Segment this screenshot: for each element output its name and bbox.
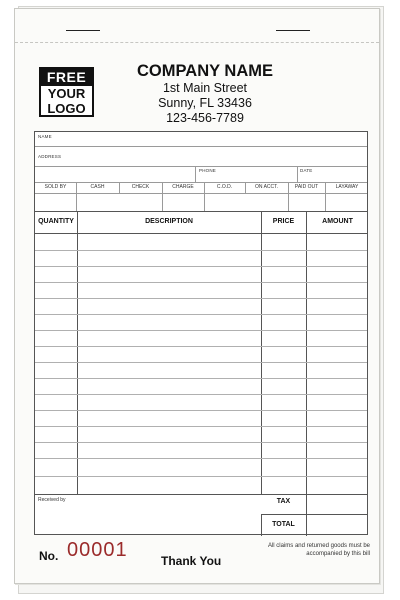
table-row xyxy=(35,476,367,477)
table-row xyxy=(35,426,367,427)
company-city: Sunny, FL 33436 xyxy=(158,96,252,110)
pay-divider xyxy=(76,182,77,193)
company-logo xyxy=(39,67,94,117)
pay-divider xyxy=(119,182,120,193)
pay-divider xyxy=(245,182,246,193)
company-street: 1st Main Street xyxy=(162,81,248,95)
table-row xyxy=(35,410,367,411)
logo-line-3: LOGO xyxy=(47,101,86,116)
payment-layaway: LAYAWAY xyxy=(335,184,359,190)
table-row xyxy=(35,458,367,459)
column-header-quantity: QUANTITY xyxy=(38,218,74,225)
claims-notice: All claims and returned goods must be accompanied by this bill xyxy=(267,543,370,557)
payment-check: CHECK xyxy=(131,184,150,190)
payment-sold-by: SOLD BY xyxy=(44,184,67,190)
table-row xyxy=(35,442,367,443)
tax-label: TAX xyxy=(276,498,291,505)
invoice-number-label: No. xyxy=(39,549,59,563)
address-label: ADDRESS xyxy=(38,154,62,159)
payment-bottom-line xyxy=(35,193,367,194)
payment-cash: CASH xyxy=(90,184,105,190)
table-row xyxy=(35,346,367,347)
table-row xyxy=(35,250,367,251)
name-line xyxy=(35,146,367,147)
table-header-line xyxy=(35,233,367,234)
top-tab-mark-right xyxy=(276,30,310,31)
phone-divider xyxy=(195,166,196,183)
strip-divider xyxy=(76,193,77,211)
table-row xyxy=(35,314,367,315)
table-row xyxy=(35,282,367,283)
pay-divider xyxy=(288,182,289,193)
sales-form xyxy=(34,131,368,535)
column-header-price: PRICE xyxy=(272,218,295,225)
column-divider xyxy=(306,211,307,536)
company-phone: 123-456-7789 xyxy=(166,111,244,125)
strip-divider xyxy=(325,193,326,211)
perforation-line xyxy=(15,42,379,43)
column-divider xyxy=(261,211,262,494)
column-header-amount: AMOUNT xyxy=(322,218,353,225)
company-header xyxy=(130,61,280,126)
table-row xyxy=(35,362,367,363)
phone-label: PHONE xyxy=(199,168,217,173)
pay-divider xyxy=(325,182,326,193)
payment-charge: CHARGE xyxy=(172,184,194,190)
invoice-number: 00001 xyxy=(67,539,128,561)
column-header-description: DESCRIPTION xyxy=(145,218,193,225)
received-by-label: Received by xyxy=(38,497,66,503)
table-row xyxy=(35,394,367,395)
address-line xyxy=(35,166,367,167)
column-divider xyxy=(77,211,78,494)
logo-line-1: FREE xyxy=(41,69,92,86)
company-name: COMPANY NAME xyxy=(137,62,273,80)
payment-paid-out: PAID OUT xyxy=(294,184,319,190)
pay-divider xyxy=(204,182,205,193)
table-row xyxy=(35,378,367,379)
thank-you-text: Thank You xyxy=(161,554,222,568)
table-bottom-line xyxy=(35,494,367,495)
table-row xyxy=(35,266,367,267)
pay-divider xyxy=(162,182,163,193)
tax-line xyxy=(261,514,367,515)
payment-cod: C.O.D. xyxy=(216,184,233,190)
date-label: DATE xyxy=(300,168,313,173)
top-tab-mark-left xyxy=(66,30,100,31)
invoice-sheet xyxy=(14,8,380,584)
table-row xyxy=(35,330,367,331)
logo-line-2: YOUR xyxy=(47,86,86,101)
name-label: NAME xyxy=(38,134,52,139)
date-divider xyxy=(297,166,298,183)
payment-on-account: ON ACCT. xyxy=(254,184,279,190)
table-row xyxy=(35,298,367,299)
strip-divider xyxy=(288,193,289,211)
strip-divider xyxy=(204,193,205,211)
strip-divider xyxy=(162,193,163,211)
total-label: TOTAL xyxy=(272,521,295,528)
